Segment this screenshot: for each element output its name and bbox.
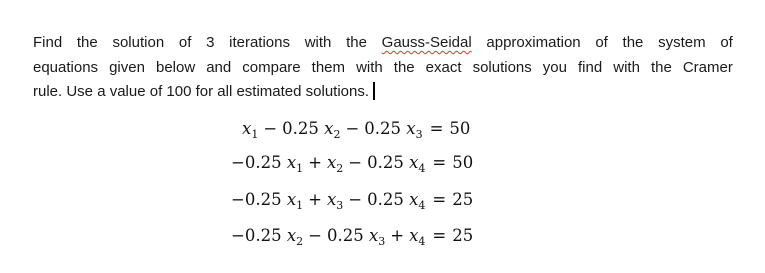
equation-coefficient: 0.25 [367,190,410,209]
equation-rhs: 25 [452,226,474,245]
equals-sign: = [432,226,447,245]
equation-coefficient: 0.25 [326,226,369,245]
word: exact [425,58,462,76]
word: of [595,34,608,51]
word: given [109,58,145,76]
equation-subscript: 4 [418,162,426,175]
word: of [720,34,733,51]
word: 3 [206,34,215,51]
equation-variable: x [409,153,419,172]
equation-1 [242,119,470,143]
word: and [206,58,232,76]
equation-4 [231,226,473,250]
word: system [658,34,706,51]
problem-statement [33,31,733,105]
paragraph-line-3 [33,80,733,105]
equation-coefficient: 0.25 [282,119,325,138]
equation-variable: x [286,153,297,172]
word: with [356,58,383,76]
word: them [311,58,346,76]
equation-coefficient: 0.25 [364,119,407,138]
equation-coefficient: 0.25 [367,153,410,172]
equation-variable: x [368,226,379,245]
equation-operator: − [348,153,363,172]
equation-operator: + [308,190,322,209]
word: the [346,34,367,51]
word: the [650,58,672,76]
word: you [542,58,567,76]
equation-variable: x [324,119,334,138]
equation-operator: + [308,153,322,172]
equation-subscript: 4 [418,199,426,212]
word: Cramer [682,58,733,76]
equation-operator: − [308,226,322,245]
word: compare [242,58,301,76]
equation-subscript: 1 [296,162,304,175]
word: with [304,34,332,51]
word: Gauss-Seidal [381,34,472,51]
equation-coefficient: −0.25 [231,153,287,172]
equation-coefficient: −0.25 [231,226,287,245]
paragraph-line-3-text: rule. Use a value of 100 for all estimated solutions. [33,83,370,100]
word: with [613,58,640,76]
word: Find [33,34,63,51]
equals-sign: = [432,153,447,172]
word: the [76,34,98,51]
equation-operator: − [348,190,363,209]
equation-2 [231,153,473,177]
equation-subscript: 1 [296,199,304,212]
text-cursor [373,82,375,100]
equation-3 [231,190,473,214]
paragraph-line-1 [33,31,733,56]
equation-rhs: 50 [452,153,474,172]
equation-variable: x [409,190,419,209]
equation-subscript: 3 [336,199,344,212]
word: solutions [472,58,532,76]
equation-subscript: 4 [418,235,426,248]
equation-subscript: 2 [296,235,304,248]
equation-subscript: 1 [251,128,259,141]
equation-variable: x [406,119,416,138]
word: below [155,58,196,76]
equation-variable: x [286,190,297,209]
equals-sign: = [429,119,444,138]
equation-variable: x [326,190,337,209]
word: the [393,58,415,76]
equation-variable: x [326,153,337,172]
equation-variable: x [409,226,419,245]
equation-variable: x [242,119,252,138]
equation-variable: x [286,226,297,245]
equation-subscript: 2 [333,128,341,141]
word: solution [112,34,165,51]
equation-subscript: 2 [336,162,344,175]
equation-subscript: 3 [415,128,423,141]
equation-operator: + [390,226,405,245]
equation-operator: − [345,119,360,138]
equation-rhs: 50 [449,119,471,138]
word: approximation [486,34,581,51]
word: find [578,58,603,76]
equation-subscript: 3 [378,235,386,248]
equation-coefficient: −0.25 [231,190,287,209]
word: of [178,34,192,51]
equation-rhs: 25 [452,190,474,209]
word: the [622,34,644,51]
word: equations [33,58,99,76]
word: iterations [229,34,290,51]
equals-sign: = [432,190,447,209]
equation-operator: − [263,119,278,138]
paragraph-line-2 [33,56,733,81]
